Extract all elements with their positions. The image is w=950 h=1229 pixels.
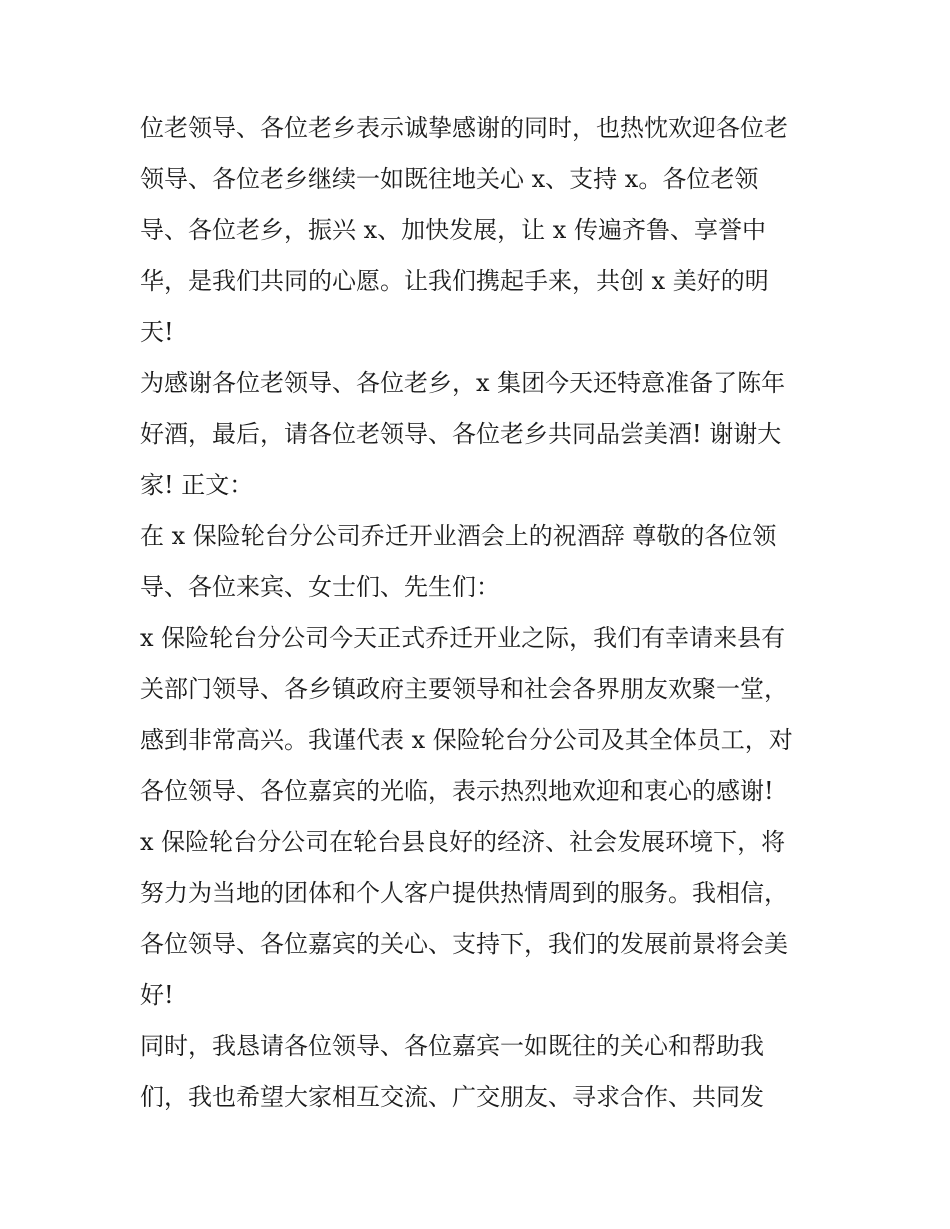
- text-line: 领导、各位老乡继续一如既往地关心 x、支持 x。各位老领: [140, 165, 759, 193]
- text-line: 们，我也希望大家相互交流、广交朋友、寻求合作、共同发: [140, 1083, 764, 1111]
- text-line: 位老领导、各位老乡表示诚挚感谢的同时，也热忱欢迎各位老: [140, 114, 788, 142]
- text-line: 各位领导、各位嘉宾的关心、支持下，我们的发展前景将会美: [140, 930, 788, 958]
- text-line: 好!: [140, 981, 174, 1009]
- text-line: 天!: [140, 318, 174, 346]
- text-line: x 保险轮台分公司在轮台县良好的经济、社会发展环境下，将: [140, 828, 786, 856]
- text-line: 家! 正文：: [140, 471, 254, 499]
- text-line: 关部门领导、各乡镇政府主要领导和社会各界朋友欢聚一堂，: [140, 675, 788, 703]
- text-line: 好酒，最后，请各位老领导、各位老乡共同品尝美酒! 谢谢大: [140, 420, 782, 448]
- text-line: 努力为当地的团体和个人客户提供热情周到的服务。我相信，: [140, 879, 788, 907]
- text-line: 感到非常高兴。我谨代表 x 保险轮台分公司及其全体员工，对: [140, 726, 793, 754]
- text-line: x 保险轮台分公司今天正式乔迁开业之际，我们有幸请来县有: [140, 624, 786, 652]
- text-line: 在 x 保险轮台分公司乔迁开业酒会上的祝酒辞 尊敬的各位领: [140, 522, 777, 550]
- text-line: 华，是我们共同的心愿。让我们携起手来，共创 x 美好的明: [140, 267, 769, 295]
- text-line: 导、各位来宾、女士们、先生们：: [140, 573, 500, 601]
- text-line: 各位领导、各位嘉宾的光临，表示热烈地欢迎和衷心的感谢!: [140, 777, 774, 805]
- text-line: 为感谢各位老领导、各位老乡，x 集团今天还特意准备了陈年: [140, 369, 786, 397]
- body-text: [140, 103, 812, 1123]
- text-line: 导、各位老乡，振兴 x、加快发展，让 x 传遍齐鲁、享誉中: [140, 216, 766, 244]
- text-line: 同时，我恳请各位领导、各位嘉宾一如既往的关心和帮助我: [140, 1032, 764, 1060]
